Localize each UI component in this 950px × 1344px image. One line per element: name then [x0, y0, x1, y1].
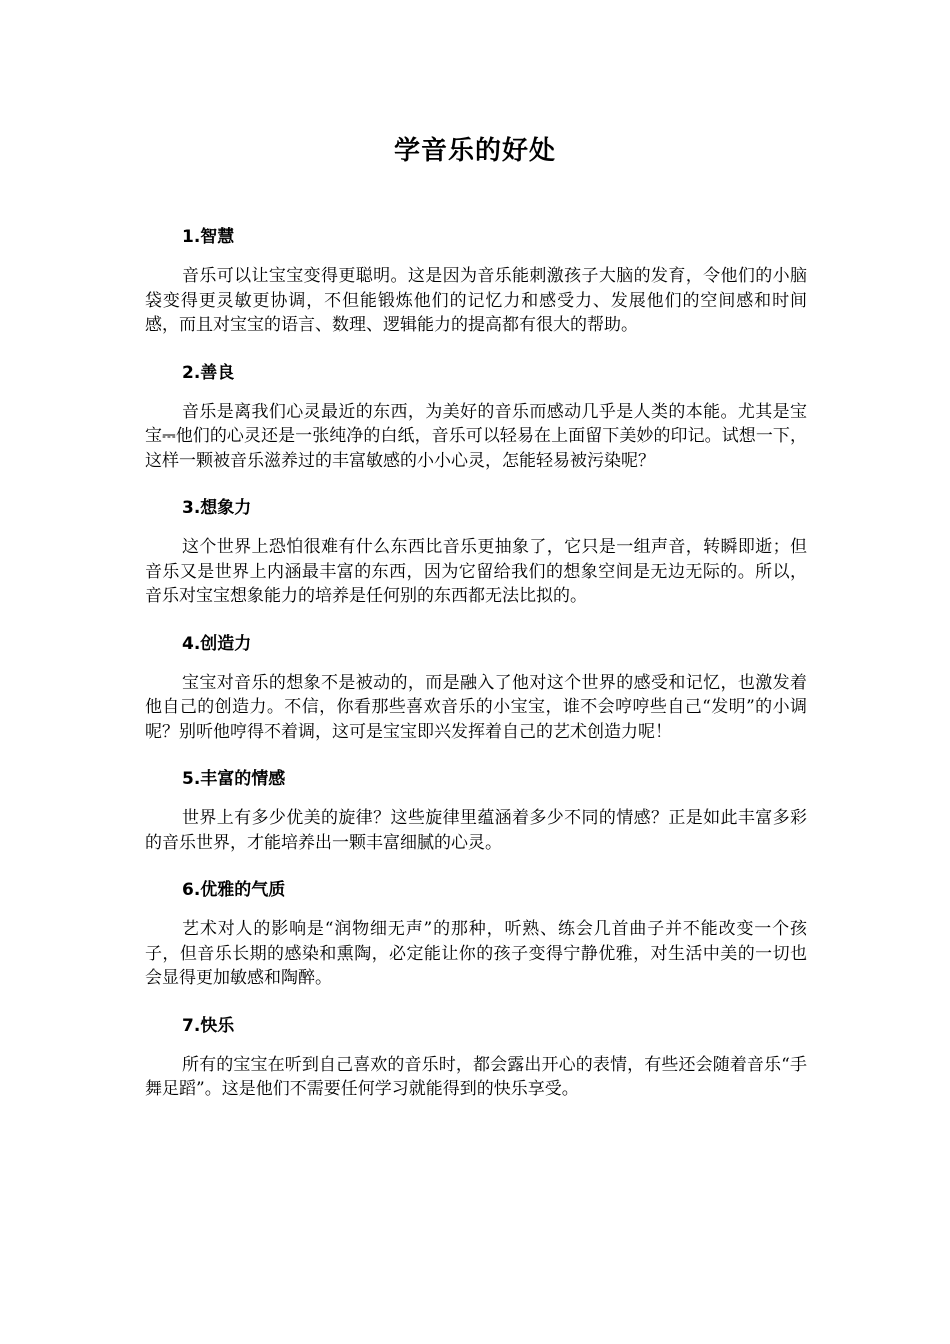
- section-heading: 7.快乐: [182, 1015, 235, 1036]
- page-title: 学音乐的好处: [393, 136, 556, 166]
- section-body: 所有的宝宝在听到自己喜欢的音乐时，都会露出开心的表情，有些还会随着音乐“手舞足蹈”。这是他们不需要任何学习就能得到的快乐享受。: [145, 1054, 807, 1099]
- section-body: 世界上有多少优美的旋律？这些旋律里蕴涵着多少不同的情感？正是如此丰富多彩的音乐世界，才能培养出一颗丰富细腻的心灵。: [145, 808, 807, 853]
- section-imagination: [145, 495, 807, 609]
- section-heading: 3.想象力: [182, 498, 252, 518]
- section-happiness: [145, 1013, 807, 1102]
- section-wisdom: [145, 224, 807, 338]
- section-creativity: [145, 631, 807, 745]
- section-heading: 5.丰富的情感: [182, 769, 286, 789]
- section-kindness: [145, 360, 807, 474]
- section-body: 这个世界上恐怕很难有什么东西比音乐更抽象了，它只是一组声音，转瞬即逝；但音乐又是世界上内涵最丰富的东西，因为它留给我们的想象空间是无边无际的。所以，音乐对宝宝想象能力的培养是任何别的东西都无法比拟的。: [145, 537, 807, 606]
- document-content: [145, 224, 807, 1124]
- section-heading: 4.创造力: [182, 633, 252, 654]
- section-heading: 1.智慧: [182, 227, 235, 247]
- section-emotions: [145, 766, 807, 855]
- section-heading: 2.善良: [182, 362, 235, 383]
- section-body: 艺术对人的影响是“润物细无声”的那种，听熟、练会几首曲子并不能改变一个孩子，但音乐长期的感染和熏陶，必定能让你的孩子变得宁静优雅，对生活中美的一切也会显得更加敏感和陶醉。: [145, 919, 807, 988]
- section-elegance: [145, 877, 807, 991]
- section-body: 音乐是离我们心灵最近的东西，为美好的音乐而感动几乎是人类的本能。尤其是宝宝⎓他们的心灵还是一张纯净的白纸，音乐可以轻易在上面留下美妙的印记。试想一下，这样一颗被音乐滋养过的丰富敏感的小小心灵，怎能轻易被污染呢？: [145, 401, 807, 471]
- section-body: 宝宝对音乐的想象不是被动的，而是融入了他对这个世界的感受和记忆，也激发着他自己的创造力。不信，你看那些喜欢音乐的小宝宝，谁不会哼哼些自己“发明”的小调呢？别听他哼得不着调，这可是宝宝即兴发挥着自己的艺术创造力呢！: [145, 672, 807, 742]
- section-body: 音乐可以让宝宝变得更聪明。这是因为音乐能刺激孩子大脑的发育，令他们的小脑袋变得更灵敏更协调，不但能锻炼他们的记忆力和感受力、发展他们的空间感和时间感，而且对宝宝的语言、数理、逻辑能力的提高都有很大的帮助。: [145, 266, 807, 335]
- section-heading: 6.优雅的气质: [182, 880, 286, 900]
